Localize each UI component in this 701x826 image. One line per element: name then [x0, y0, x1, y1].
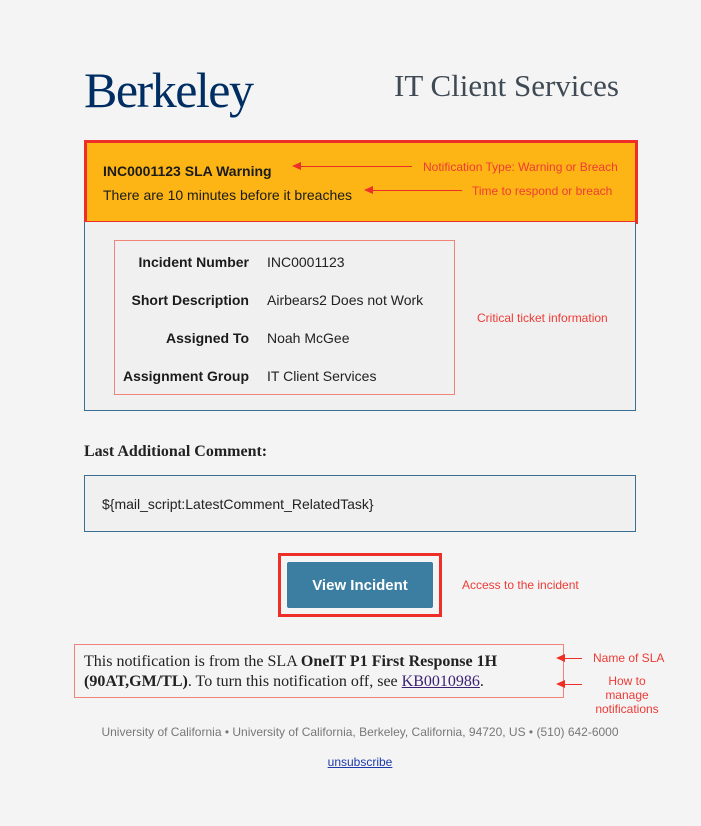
sla-notice-text [84, 652, 559, 692]
department-title: IT Client Services [394, 68, 619, 103]
annotation-how-to-line3: notifications [595, 702, 659, 716]
annotation-time-to-respond: Time to respond or breach [472, 184, 613, 198]
last-comment-text: ${mail_script:LatestComment_RelatedTask} [102, 496, 374, 512]
arrow-left-icon [558, 684, 582, 685]
sla-notice-box [74, 644, 564, 698]
arrow-left-icon [558, 658, 582, 659]
view-incident-highlight [278, 553, 442, 617]
arrow-left-icon [294, 166, 412, 167]
detail-value-assignment-group: IT Client Services [267, 368, 377, 384]
annotation-access: Access to the incident [462, 578, 579, 592]
detail-label-assigned-to: Assigned To [166, 330, 249, 346]
annotation-sla-name: Name of SLA [593, 651, 665, 665]
annotation-critical-info: Critical ticket information [477, 311, 608, 325]
arrow-left-icon [366, 190, 462, 191]
notice-middle: . To turn this notification off, see [187, 673, 402, 690]
annotation-how-to-line2: manage [605, 688, 649, 702]
notice-prefix: This notification is from the SLA [84, 653, 301, 670]
detail-value-short-description: Airbears2 Does not Work [267, 292, 424, 308]
notice-suffix: . [479, 673, 484, 690]
detail-label-assignment-group: Assignment Group [122, 368, 249, 384]
sla-warning-banner [84, 140, 638, 224]
sla-name: OneIT P1 First Response 1H (90AT,GM/TL) [84, 653, 498, 690]
unsubscribe-wrapper [0, 755, 701, 769]
detail-value-assigned-to: Noah McGee [267, 330, 350, 346]
detail-label-short-description: Short Description [131, 292, 249, 308]
berkeley-logo: Berkeley [84, 62, 253, 118]
ticket-info-table [114, 240, 455, 395]
annotation-notification-type: Notification Type: Warning or Breach [423, 160, 618, 174]
last-comment-box [84, 475, 636, 532]
banner-subtitle: There are 10 minutes before it breaches [103, 187, 353, 203]
last-comment-heading: Last Additional Comment: [84, 443, 268, 460]
banner-title: INC0001123 SLA Warning [103, 163, 272, 179]
annotation-how-to [591, 674, 663, 716]
annotation-how-to-line1: How to [608, 674, 646, 688]
unsubscribe-link[interactable]: unsubscribe [327, 755, 393, 769]
detail-value-incident-number: INC0001123 [267, 254, 345, 270]
detail-label-incident-number: Incident Number [138, 254, 249, 270]
kb-article-link[interactable]: KB0010986 [401, 673, 480, 690]
footer-address: University of California • University of California, Berkeley, California, 94720, US • (510) 642-6000 [101, 725, 619, 739]
view-incident-button[interactable]: View Incident [287, 562, 433, 608]
